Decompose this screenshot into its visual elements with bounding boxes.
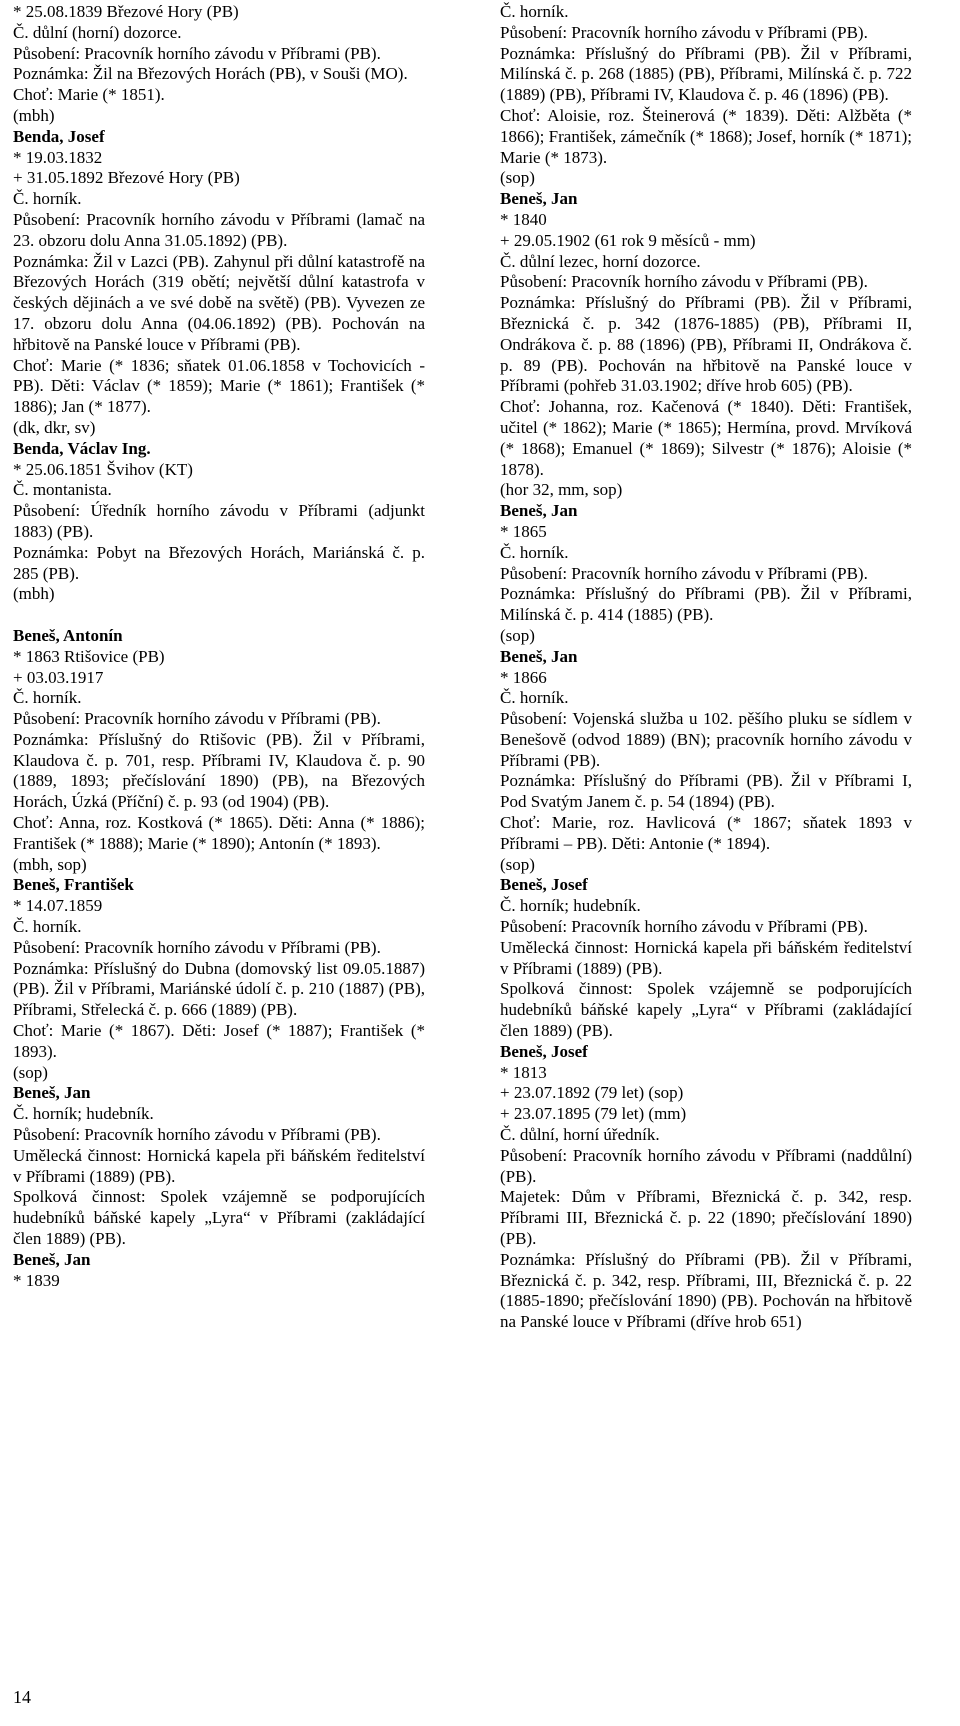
entry-text: * 1813 (500, 1062, 547, 1082)
person-name: Benda, Václav Ing. (13, 438, 151, 458)
entry-text: Působení: Pracovník horního závodu v Příbrami (PB). (13, 43, 381, 63)
entry-text: Č. horník. (500, 688, 569, 708)
entry-text: Poznámka: Pobyt na Březových Horách, Mariánská č. p. 285 (PB). (13, 542, 425, 583)
entry-text: * 1863 Rtišovice (PB) (13, 646, 165, 666)
entry-text: (dk, dkr, sv) (13, 417, 96, 437)
entry-text: (mbh) (13, 105, 55, 125)
entry-text: (sop) (500, 168, 535, 188)
entry-text: Poznámka: Příslušný do Příbrami (PB). Žil v Příbrami, Březnická č. p. 342 (1876-1885) (PB), Příbrami II, Ondrákova č. p. 88 (1896) (PB), Příbrami II, Ondrákova č. p. 89 (PB). Pochován na hřbitově na Panské louce v Příbrami (pohřeb 31.03.1902; dříve hrob 605) (PB). (500, 293, 912, 396)
entry-text: Poznámka: Příslušný do Příbrami (PB). Žil v Příbrami I, Pod Svatým Janem č. p. 54 (1894) (PB). (500, 771, 912, 812)
entry-text: Působení: Pracovník horního závodu v Příbrami (PB). (13, 937, 381, 957)
entry-text: (sop) (500, 625, 535, 645)
entry-text: Choť: Johanna, roz. Kačenová (* 1840). Děti: František, učitel (* 1862); Marie (* 1865); Hermína, provd. Mrvíková (* 1868); Emanuel (* 1869); Silvestr (* 1876); Aloisie (* 1878). (500, 397, 912, 479)
entry-text: * 25.08.1839 Březové Hory (PB) (13, 2, 239, 21)
entry-text: Č. montanista. (13, 480, 112, 500)
entry-text: Poznámka: Žil v Lazci (PB). Zahynul při důlní katastrofě na Březových Horách (319 obětí; největší důlní katastrofa v českých dějinách a ve své době na světě) (PB). Vyvezen ze 17. obzoru dolu Anna (04.06.1892) (PB). Pochován na hřbitově na Panské louce v Příbrami (PB). (13, 251, 425, 354)
right-column (500, 2, 912, 1333)
entry-text: (sop) (500, 854, 535, 874)
entry-text: Č. horník; hudebník. (500, 896, 641, 916)
entry-text: Působení: Pracovník horního závodu v Příbrami (PB). (13, 1125, 381, 1145)
entry-text: * 1866 (500, 667, 547, 687)
entry-text: Poznámka: Příslušný do Příbrami (PB). Žil v Příbrami, Milínská č. p. 268 (1885) (PB), Příbrami, Milínská č. p. 722 (1889) (PB), Příbrami IV, Klaudova č. p. 46 (1896) (PB). (500, 43, 912, 105)
entry-text: * 19.03.1832 (13, 147, 103, 167)
entry-text: Majetek: Dům v Příbrami, Březnická č. p. 342, resp. Příbrami III, Březnická č. p. 22 (1890; přečíslování 1890) (PB). (500, 1187, 912, 1249)
entry-text: Spolková činnost: Spolek vzájemně se podporujících hudebníků báňské kapely „Lyra“ v Příbrami (zakládající člen 1889) (PB). (500, 979, 912, 1041)
entry-text: Choť: Marie, roz. Havlicová (* 1867; sňatek 1893 v Příbrami – PB). Děti: Antonie (* 1894). (500, 813, 912, 853)
entry-text: Č. horník. (500, 542, 569, 562)
entry-text: Působení: Úředník horního závodu v Příbrami (adjunkt 1883) (PB). (13, 501, 425, 541)
entry-text: Spolková činnost: Spolek vzájemně se podporujících hudebníků báňské kapely „Lyra“ v Příbrami (zakládající člen 1889) (PB). (13, 1187, 425, 1249)
entry-text: Působení: Pracovník horního závodu v Příbrami (PB). (13, 709, 381, 729)
entry-text: Umělecká činnost: Hornická kapela při báňském ředitelství v Příbrami (1889) (PB). (500, 937, 912, 978)
entry-text: Působení: Vojenská služba u 102. pěšího pluku se sídlem v Benešově (odvod 1889) (BN); pracovník horního závodu v Příbrami (PB). (500, 709, 912, 770)
entry-text: Umělecká činnost: Hornická kapela při báňském ředitelství v Příbrami (1889) (PB). (13, 1145, 425, 1186)
person-name: Beneš, Antonín (13, 625, 123, 645)
entry-text: Poznámka: Příslušný do Rtišovic (PB). Žil v Příbrami, Klaudova č. p. 701, resp. Příbrami IV, Klaudova č. p. 90 (1889, 1893; přečíslování 1890) (PB), na Březových Horách, Úzká (Příční) č. p. 93 (od 1904) (PB). (13, 729, 425, 812)
entry-text: + 23.07.1892 (79 let) (sop) (500, 1083, 684, 1103)
entry-text: (mbh) (13, 584, 55, 604)
entry-text: Č. důlní lezec, horní dozorce. (500, 251, 701, 271)
entry-text: Č. horník; hudebník. (13, 1104, 154, 1124)
entry-text: (sop) (13, 1062, 48, 1082)
entry-text: (mbh, sop) (13, 854, 87, 874)
entry-text: + 03.03.1917 (13, 667, 104, 687)
entry-text: Choť: Marie (* 1851). (13, 85, 165, 105)
entry-text: Poznámka: Příslušný do Příbrami (PB). Žil v Příbrami, Milínská č. p. 414 (1885) (PB). (500, 584, 912, 625)
entry-text: + 23.07.1895 (79 let) (mm) (500, 1104, 687, 1124)
entry-text: * 1840 (500, 209, 547, 229)
person-name: Beneš, Jan (500, 646, 578, 666)
entry-text: Poznámka: Příslušný do Příbrami (PB). Žil v Příbrami, Březnická č. p. 342, resp. Příbrami, III, Březnická č. p. 22 (1885-1890; přečíslování 1890) (PB). Pochován na hřbitově na Panské louce v Příbrami (dříve hrob 651) (500, 1249, 912, 1332)
entry-text: Působení: Pracovník horního závodu v Příbrami (PB). (500, 563, 868, 583)
entry-text: Choť: Anna, roz. Kostková (* 1865). Děti: Anna (* 1886); František (* 1888); Marie (* 1890); Antonín (* 1893). (13, 813, 425, 853)
person-name: Beneš, Jan (500, 501, 578, 521)
entry-text: * 25.06.1851 Švihov (KT) (13, 459, 193, 479)
entry-text: Poznámka: Žil na Březových Horách (PB), v Souši (MO). (13, 64, 408, 84)
page-number: 14 (13, 1687, 31, 1707)
person-name: Beneš, Josef (500, 1041, 588, 1061)
entry-text: * 14.07.1859 (13, 896, 103, 916)
entry-text: Působení: Pracovník horního závodu v Příbrami (lamač na 23. obzoru dolu Anna 31.05.1892) (PB). (13, 209, 425, 250)
entry-text: Č. horník. (500, 2, 569, 21)
entry-text: * 1865 (500, 521, 547, 541)
person-name: Beneš, František (13, 875, 134, 895)
person-name: Benda, Josef (13, 126, 105, 146)
entry-text: Působení: Pracovník horního závodu v Příbrami (PB). (500, 22, 868, 42)
entry-text: Působení: Pracovník horního závodu v Příbrami (PB). (500, 272, 868, 292)
entry-text: + 29.05.1902 (61 rok 9 měsíců - mm) (500, 230, 756, 250)
entry-text: Č. horník. (13, 688, 82, 708)
entry-text: Č. horník. (13, 189, 82, 209)
entry-text: Č. horník. (13, 917, 82, 937)
entry-text: Choť: Marie (* 1867). Děti: Josef (* 1887); František (* 1893). (13, 1021, 425, 1061)
person-name: Beneš, Jan (13, 1249, 91, 1269)
entry-text: Působení: Pracovník horního závodu v Příbrami (PB). (500, 917, 868, 937)
entry-text: Působení: Pracovník horního závodu v Příbrami (naddůlní) (PB). (500, 1145, 912, 1186)
entry-text: * 1839 (13, 1270, 60, 1290)
person-name: Beneš, Jan (500, 189, 578, 209)
person-name: Beneš, Jan (13, 1083, 91, 1103)
entry-text: Č. důlní (horní) dozorce. (13, 22, 182, 42)
left-column (13, 2, 425, 1291)
entry-text: (hor 32, mm, sop) (500, 480, 623, 500)
entry-text: Choť: Aloisie, roz. Šteinerová (* 1839). Děti: Alžběta (* 1866); František, zámečník (* 1868); Josef, horník (* 1871); Marie (* 1873). (500, 105, 912, 167)
entry-text: + 31.05.1892 Březové Hory (PB) (13, 168, 240, 188)
blank-line (13, 605, 425, 626)
entry-text: Choť: Marie (* 1836; sňatek 01.06.1858 v Tochovicích - PB). Děti: Václav (* 1859); Marie (* 1861); František (* 1886); Jan (* 1877). (13, 355, 425, 417)
entry-text: Č. důlní, horní úředník. (500, 1125, 660, 1145)
entry-text: Poznámka: Příslušný do Dubna (domovský list 09.05.1887) (PB). Žil v Příbrami, Mariánské údolí č. p. 210 (1887) (PB), Příbrami, Střelecká č. p. 666 (1889) (PB). (13, 958, 425, 1020)
person-name: Beneš, Josef (500, 875, 588, 895)
